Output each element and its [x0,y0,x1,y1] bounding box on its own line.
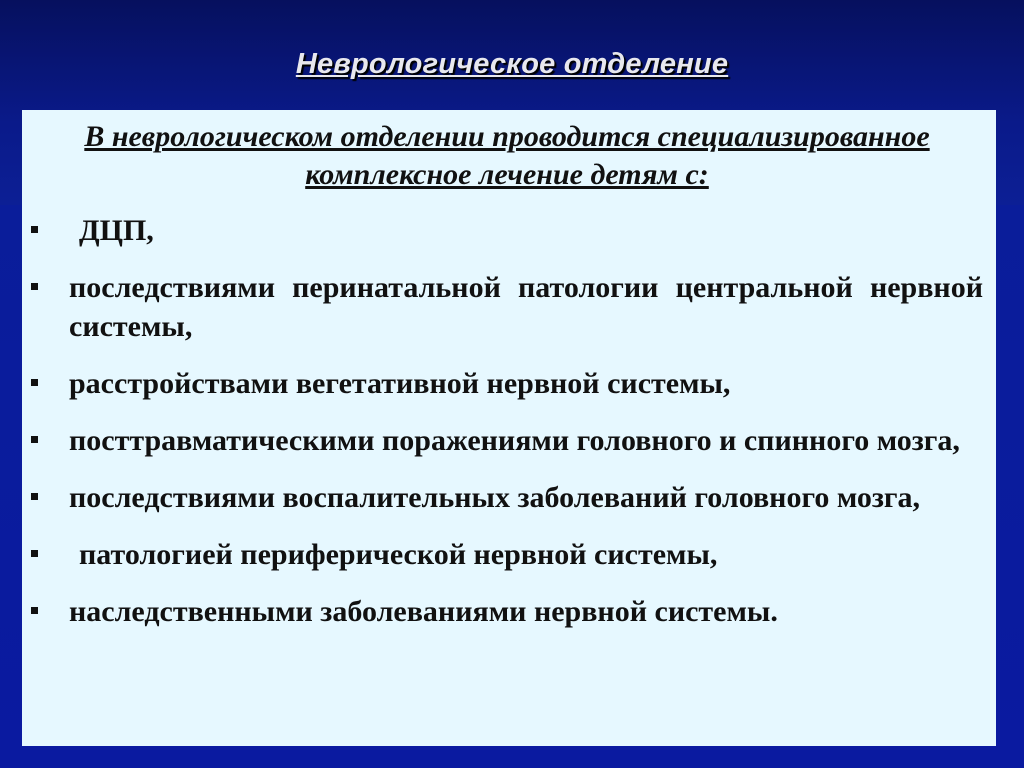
list-item [22,421,996,460]
content-box [22,110,996,746]
square-bullet-icon [31,379,38,386]
list-item [22,268,996,346]
list-item-text: ДЦП, [79,214,154,247]
intro-text: В неврологическом отделении проводится специализированное комплексное лечение детям с: [84,120,930,191]
list-item [22,364,996,403]
list-item [22,478,996,517]
square-bullet-icon [31,550,38,557]
list-item-text: наследственными заболеваниями нервной системы. [69,595,778,628]
list-item-text: патологией периферической нервной системы, [79,538,718,571]
square-bullet-icon [31,283,38,290]
list-item-text: последствиями перинатальной патологии центральной нервной системы, [69,271,983,343]
list-item-text: расстройствами вегетативной нервной системы, [69,367,731,400]
square-bullet-icon [31,607,38,614]
list-item [22,592,996,631]
slide-title: Неврологическое отделение [295,48,729,80]
list-item-text: последствиями воспалительных заболеваний головного мозга, [69,481,921,514]
square-bullet-icon [31,436,38,443]
square-bullet-icon [31,493,38,500]
square-bullet-icon [31,226,38,233]
list-item [22,211,996,250]
treatment-list [22,211,996,649]
list-item-text: посттравматическими поражениями головного и спинного мозга, [69,424,960,457]
list-item [22,535,996,574]
